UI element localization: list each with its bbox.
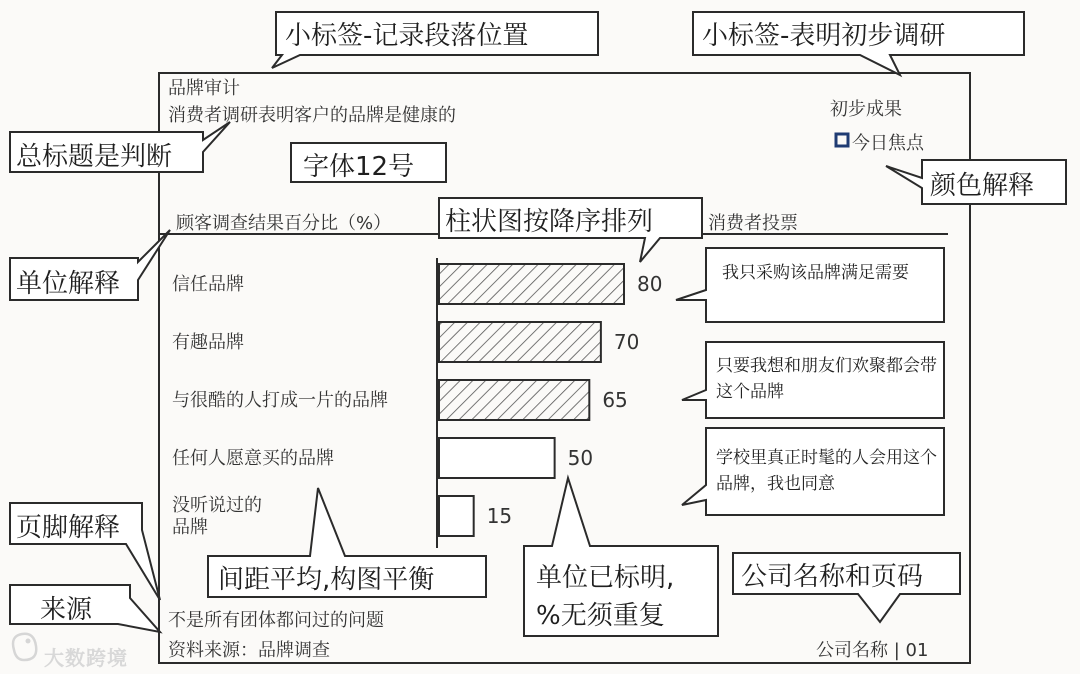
note-even-spacing: 间距平均,构图平衡: [218, 565, 435, 595]
category-label-5: [172, 495, 262, 539]
category-label-line: 与很酷的人打成一片的品牌: [172, 390, 388, 411]
note-font-size: 字体12号: [303, 152, 415, 182]
slide-subtitle: 品牌审计: [168, 78, 240, 99]
value-label-5: 15: [486, 504, 513, 528]
note-source: 来源: [40, 595, 93, 625]
bar-1: [439, 264, 624, 304]
watermark-text: 大数跨境: [44, 646, 128, 670]
note-headline-judgment: 总标题是判断: [16, 142, 173, 172]
category-label-1: [172, 274, 244, 296]
right-header: 消费者投票: [708, 213, 798, 234]
note-unit-marked: 单位已标明,: [536, 563, 675, 593]
company-page: 公司名称 | 01: [816, 640, 929, 661]
note-initial-research: 小标签-表明初步调研: [702, 21, 946, 51]
value-label-3: 65: [602, 388, 628, 412]
category-label-line: 任何人愿意买的品牌: [172, 448, 334, 469]
value-label-2: 70: [613, 330, 640, 354]
category-label-2: [172, 332, 244, 354]
unit-label: 顾客调查结果百分比（%）: [176, 213, 392, 234]
legend-swatch: [836, 134, 848, 146]
category-label-line: 信任品牌: [172, 274, 244, 295]
bar-group: [439, 264, 624, 536]
legend-label: 今日焦点: [852, 133, 924, 154]
note-company-page: 公司名称和页码: [741, 562, 924, 592]
bubble-3-text: 学校里真正时髦的人会用这个品牌，我也同意: [716, 448, 937, 494]
bubble-1-text: 我只采购该品牌满足需要: [722, 263, 909, 283]
category-label-line: 有趣品牌: [172, 332, 244, 353]
category-label-4: [172, 448, 334, 470]
category-label-line: 没听说过的: [172, 495, 262, 516]
slide-title: 消费者调研表明客户的品牌是健康的: [168, 105, 456, 126]
bar-5: [439, 496, 474, 536]
value-label-4: 50: [567, 446, 594, 470]
category-label-3: [172, 390, 388, 412]
watermark-logo: [13, 634, 36, 660]
note-footer-explanation: 页脚解释: [16, 513, 121, 543]
note-bars-descending: 柱状图按降序排列: [445, 207, 654, 237]
bubble-2-text: 只要我想和朋友们欢聚都会带这个品牌: [716, 356, 937, 402]
note-unit-explanation: 单位解释: [16, 269, 121, 299]
note-paragraph-position: 小标签-记录段落位置: [285, 21, 529, 51]
note-color-explanation: 颜色解释: [930, 171, 1035, 201]
source-line: 资料来源：品牌调查: [168, 640, 330, 661]
category-label-line: 品牌: [172, 517, 208, 538]
bar-4: [439, 438, 555, 478]
bar-3: [439, 380, 589, 420]
note-no-repeat-percent: %无须重复: [536, 601, 665, 631]
value-label-1: 80: [637, 272, 663, 296]
footnote: 不是所有团体都问过的问题: [168, 610, 384, 631]
bar-2: [439, 322, 601, 362]
side-header: 初步成果: [830, 99, 902, 120]
